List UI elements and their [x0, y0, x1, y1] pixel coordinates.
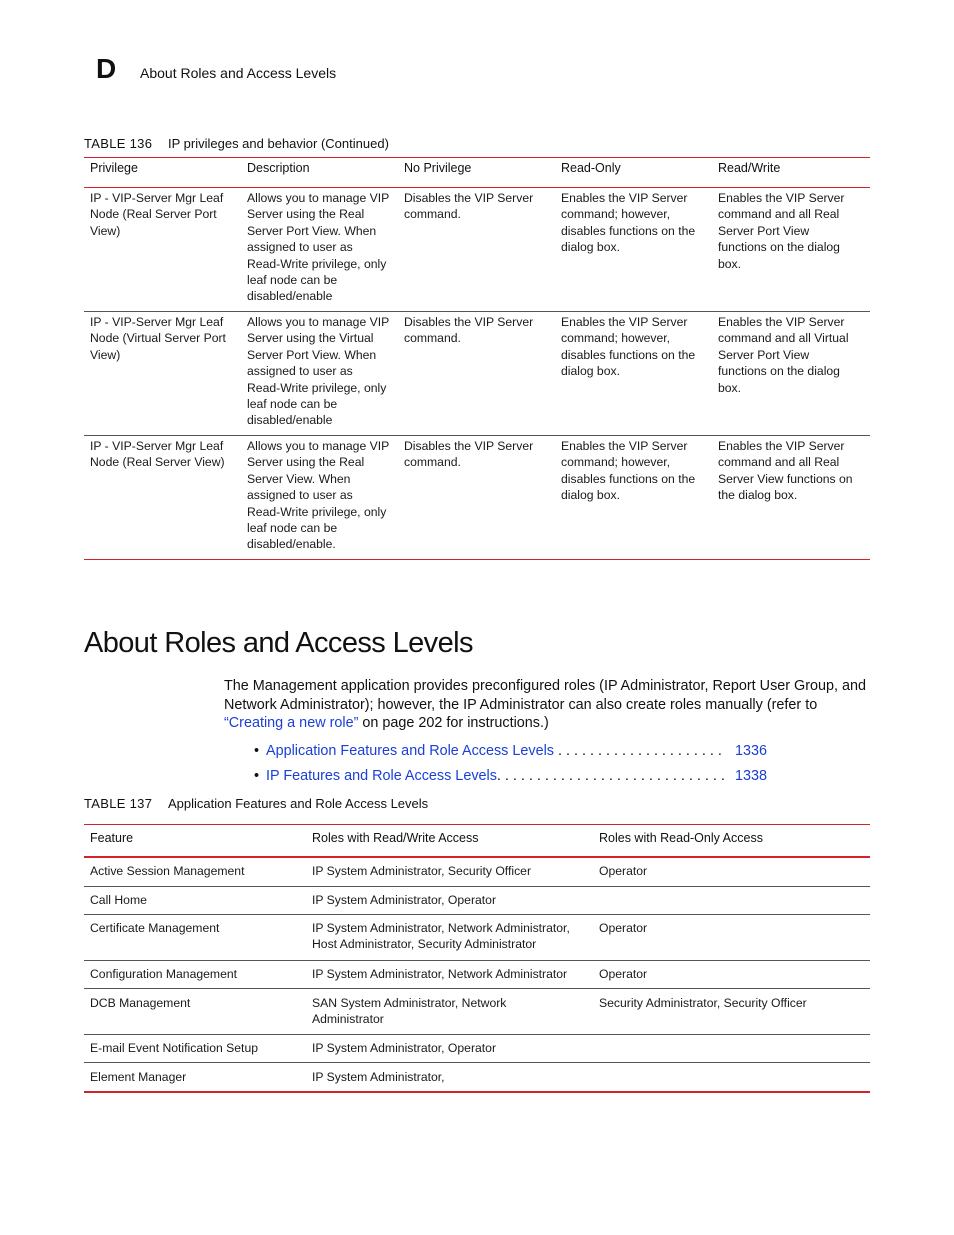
cell-line: Enables the VIP Server: [718, 191, 845, 205]
table-137-row-divider: [84, 914, 870, 915]
table-136-bottom-rule: [84, 559, 870, 560]
cell-line: Host Administrator, Security Administrator: [312, 937, 537, 952]
cell-line: Read-Write privilege, only: [247, 380, 387, 395]
table-137-caption: [84, 796, 429, 811]
cell-line: command.: [404, 331, 461, 346]
table-136-cell: [247, 190, 389, 305]
cell-line: command; however,: [561, 207, 671, 222]
table-137-cell: [312, 995, 506, 1028]
cell-line: command; however,: [561, 331, 671, 346]
table-137-cell: [599, 966, 647, 982]
cell-line: Node (Real Server Port: [90, 207, 217, 222]
table-137-cell: [599, 995, 807, 1011]
cell-line: box.: [718, 256, 742, 271]
bullet: •: [254, 743, 260, 759]
table-137-cell: [312, 1040, 496, 1056]
table-137-cell: [312, 966, 567, 982]
table-136-header-description: Description: [247, 161, 310, 175]
toc-page-number[interactable]: 1338: [735, 768, 768, 784]
intro-paragraph: [224, 677, 874, 733]
cell-line: Call Home: [90, 893, 147, 907]
table-136-cell: [718, 190, 844, 272]
table-137-cell: [90, 863, 244, 879]
cell-line: View): [90, 347, 121, 362]
table-136-cell: [247, 438, 389, 553]
cell-line: Allows you to manage VIP: [247, 439, 390, 453]
table-136-cell: [90, 438, 225, 471]
table-137-bottom-rule: [84, 1091, 870, 1093]
table-136-title: IP privileges and behavior (Continued): [168, 136, 389, 151]
cell-line: IP System Administrator, Operator: [312, 1041, 497, 1055]
table-136-cell: [404, 314, 533, 347]
cell-line: Allows you to manage VIP: [247, 315, 390, 329]
table-137-row-divider: [84, 988, 870, 989]
table-137-cell: [312, 920, 570, 953]
cell-line: functions on the dialog: [718, 240, 840, 255]
cell-line: Node (Real Server View): [90, 455, 225, 470]
cell-line: Server Port View. When: [247, 223, 377, 238]
cell-line: SAN System Administrator, Network: [312, 996, 507, 1010]
table-136-cell: [247, 314, 389, 429]
table-136-cell: [90, 314, 226, 363]
cell-line: disables functions on the: [561, 223, 696, 238]
cell-line: disabled/enable.: [247, 537, 336, 552]
table-137-cell: [90, 1069, 186, 1085]
cell-line: Enables the VIP Server: [718, 315, 845, 329]
table-136-header-read-only: Read-Only: [561, 161, 621, 175]
table-136-cell: [90, 190, 223, 239]
cell-line: disabled/enable: [247, 289, 333, 304]
cell-line: Read-Write privilege, only: [247, 504, 387, 519]
table-137-cell: [312, 863, 531, 879]
table-137-row-divider: [84, 1034, 870, 1035]
cell-line: Server using the Real: [247, 207, 365, 222]
cell-line: assigned to user as: [247, 488, 353, 503]
cell-line: Server using the Virtual: [247, 331, 374, 346]
creating-new-role-link[interactable]: “Creating a new role”: [224, 715, 359, 732]
cell-line: Server using the Real: [247, 455, 365, 470]
cell-line: Disables the VIP Server: [404, 315, 534, 329]
table-137-cell: [90, 920, 219, 936]
table-137-header-read-write: Roles with Read/Write Access: [312, 831, 479, 845]
cell-line: Read-Write privilege, only: [247, 256, 387, 271]
table-136-cell: [561, 438, 695, 504]
toc-entry-ip-features[interactable]: [254, 767, 774, 785]
cell-line: Enables the VIP Server: [561, 439, 688, 453]
cell-line: IP - VIP-Server Mgr Leaf: [90, 191, 224, 205]
table-137-cell: [90, 995, 190, 1011]
table-136-cell: [561, 190, 695, 256]
cell-line: leaf node can be: [247, 273, 338, 288]
cell-line: box.: [718, 380, 742, 395]
table-137-cell: [312, 1069, 445, 1085]
table-136-cell: [404, 190, 533, 223]
table-136-cell: [718, 314, 849, 396]
intro-text-before: The Management application provides preconfigured roles (IP Administrator, Report User Group, and Network Administrator); however, the IP Administrator can also create roles manually (refer to: [224, 678, 867, 713]
bullet: •: [254, 768, 260, 784]
cell-line: DCB Management: [90, 996, 191, 1010]
table-137-header-rule: [84, 856, 870, 858]
table-137-header-feature: Feature: [90, 831, 134, 845]
cell-line: Administrator: [312, 1012, 384, 1027]
chapter-letter: D: [96, 53, 117, 84]
table-137-cell: [90, 966, 237, 982]
table-136-row-divider: [84, 311, 870, 312]
table-136-row-divider: [84, 435, 870, 436]
table-136-header-read-write: Read/Write: [718, 161, 781, 175]
table-137-header-read-only: Roles with Read-Only Access: [599, 831, 763, 845]
table-136-caption: [84, 136, 389, 151]
cell-line: Disables the VIP Server: [404, 191, 534, 205]
cell-line: command and all Real: [718, 207, 840, 222]
toc-entry-application-features[interactable]: [254, 742, 774, 760]
cell-line: command.: [404, 455, 461, 470]
table-137-title: Application Features and Role Access Levels: [168, 796, 429, 811]
cell-line: Enables the VIP Server: [561, 315, 688, 329]
cell-line: IP - VIP-Server Mgr Leaf: [90, 439, 224, 453]
table-137-row-divider: [84, 1062, 870, 1063]
cell-line: leaf node can be: [247, 397, 338, 412]
toc-leader: . . . . . . . . . . . . . . . . . . . . .: [553, 743, 722, 759]
table-137-row-divider: [84, 960, 870, 961]
cell-line: assigned to user as: [247, 240, 353, 255]
cell-line: IP System Administrator,: [312, 1070, 445, 1084]
cell-line: Server Port View: [718, 223, 810, 238]
cell-line: assigned to user as: [247, 364, 353, 379]
cell-line: Operator: [599, 921, 648, 935]
table-137-cell: [599, 863, 647, 879]
table-136-cell: [718, 438, 853, 504]
table-137-label: TABLE 137: [84, 796, 153, 811]
cell-line: IP - VIP-Server Mgr Leaf: [90, 315, 224, 329]
table-136-header-privilege: Privilege: [90, 161, 138, 175]
cell-line: Enables the VIP Server: [561, 191, 688, 205]
section-title: About Roles and Access Levels: [84, 627, 473, 659]
table-136-header-rule: [84, 187, 870, 188]
cell-line: command.: [404, 207, 461, 222]
cell-line: Disables the VIP Server: [404, 439, 534, 453]
cell-line: IP System Administrator, Network Administrator: [312, 967, 568, 981]
table-137-cell: [90, 1040, 258, 1056]
cell-line: command; however,: [561, 455, 671, 470]
cell-line: IP System Administrator, Network Administrator,: [312, 921, 570, 935]
cell-line: disables functions on the: [561, 347, 696, 362]
cell-line: functions on the dialog: [718, 364, 840, 379]
cell-line: Node (Virtual Server Port: [90, 331, 226, 346]
toc-page-number[interactable]: 1336: [735, 743, 768, 759]
cell-line: command and all Virtual: [718, 331, 849, 346]
cell-line: dialog box.: [561, 240, 620, 255]
cell-line: Element Manager: [90, 1070, 187, 1084]
cell-line: Operator: [599, 864, 648, 878]
table-137-row-divider: [84, 886, 870, 887]
cell-line: E-mail Event Notification Setup: [90, 1041, 258, 1055]
cell-line: Server View. When: [247, 471, 351, 486]
toc-leader: . . . . . . . . . . . . . . . . . . . . . . . . . . . . .: [496, 768, 725, 784]
cell-line: View): [90, 223, 121, 238]
toc-link-label[interactable]: IP Features and Role Access Levels: [266, 768, 497, 784]
cell-line: Configuration Management: [90, 967, 238, 981]
cell-line: command and all Real: [718, 455, 840, 470]
cell-line: Active Session Management: [90, 864, 245, 878]
cell-line: IP System Administrator, Security Officer: [312, 864, 531, 878]
cell-line: Server Port View: [718, 347, 810, 362]
cell-line: Server View functions on: [718, 471, 853, 486]
intro-text-after: on page 202 for instructions.): [358, 715, 549, 732]
table-136-label: TABLE 136: [84, 136, 153, 151]
table-137-top-rule: [84, 824, 870, 825]
table-137-cell: [90, 892, 147, 908]
table-136-cell: [561, 314, 695, 380]
cell-line: Enables the VIP Server: [718, 439, 845, 453]
cell-line: leaf node can be: [247, 521, 338, 536]
cell-line: the dialog box.: [718, 488, 798, 503]
table-136-top-rule: [84, 157, 870, 158]
cell-line: Security Administrator, Security Officer: [599, 996, 807, 1010]
cell-line: disables functions on the: [561, 471, 696, 486]
running-header-title: About Roles and Access Levels: [140, 65, 337, 81]
cell-line: Certificate Management: [90, 921, 220, 935]
cell-line: Allows you to manage VIP: [247, 191, 390, 205]
cell-line: dialog box.: [561, 364, 620, 379]
cell-line: dialog box.: [561, 488, 620, 503]
cell-line: disabled/enable: [247, 413, 333, 428]
cell-line: IP System Administrator, Operator: [312, 893, 497, 907]
table-136-header-no-privilege: No Privilege: [404, 161, 472, 175]
toc-link-label[interactable]: Application Features and Role Access Levels: [266, 743, 554, 759]
table-137-cell: [599, 920, 647, 936]
cell-line: Server Port View. When: [247, 347, 377, 362]
table-136-cell: [404, 438, 533, 471]
table-137-cell: [312, 892, 496, 908]
cell-line: Operator: [599, 967, 648, 981]
